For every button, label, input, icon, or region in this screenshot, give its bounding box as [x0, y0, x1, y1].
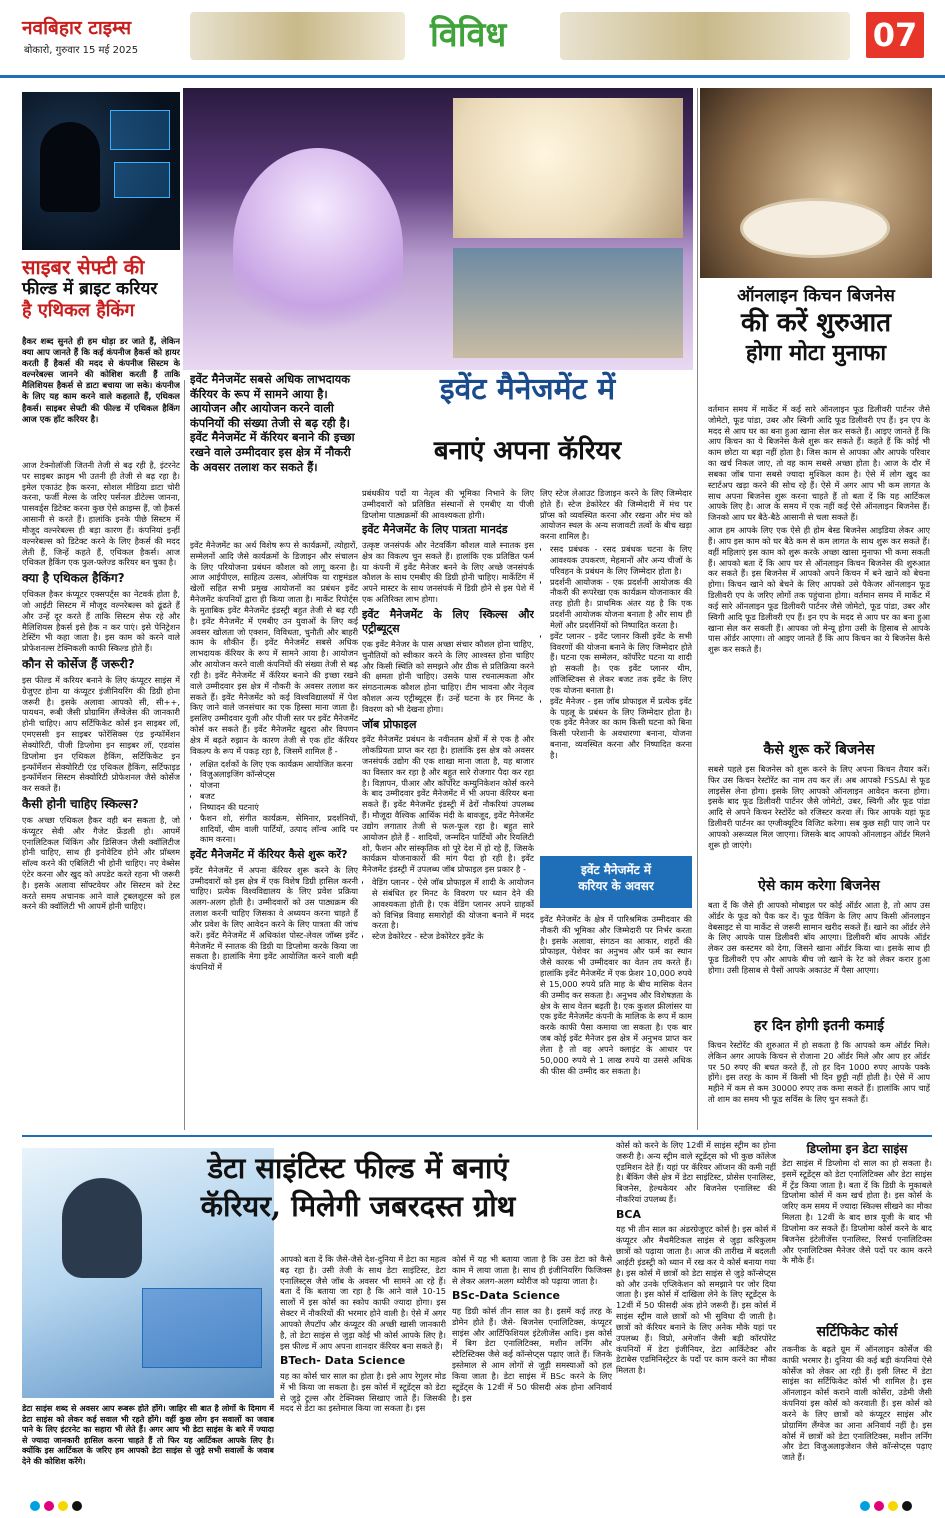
event-paragraph: एक इवेंट मैनेजर के पास अच्छा संचार कौशल होना चाहिए, चुनौतियों को स्वीकार करने के लिए आश्वस्त होना चाहिए और किसी स्थिति को समझने और ठीक से प्रतिक्रिया करने की क्षमता होनी चाहिए। उसके पास रचनात्मकता और संगठनात्मक कौशल होना चाहिए। टीम भावना और नेतृत्व कौशल अन्य एट्रीब्यूट्स हैं। उन्हें घटना के हर मिनट के विवरण को भी देखना होगा। [362, 639, 534, 714]
event-headline-line-2: बनाएं अपना कॅरियर [433, 436, 622, 466]
event-intro: इवेंट मैनेजमेंट सबसे अधिक लाभदायक कॅरियर के रूप में सामने आया है। आयोजन और आयोजन करने वाली कंपनियों की संख्या तेजी से बढ़ रही है। इवेंट मैनेजमेंट में कॅरियर बनाने की इच्छा रखने वाले उम्मीदवार इस क्षेत्र में नौकरी के अवसर तलाश कर सकते हैं। [190, 372, 355, 474]
column-divider [697, 88, 698, 1130]
black-dot-icon [72, 1501, 82, 1511]
ds-subhead-bca: BCA [616, 1207, 641, 1221]
event-paragraph: उत्कृष्ट जनसंपर्क और नेटवर्किंग कौशल वाले स्नातक इस क्षेत्र का विकल्प चुन सकते हैं। हालांकि एक प्रतिष्ठित फर्म या कंपनी में इवेंट मैनेजर बनने के लिए अच्छे जनसंपर्क कौशल के साथ एमबीए की डिग्री होनी चाहिए। मार्केटिंग में अपने मास्टर के साथ जनसंपर्क में डिग्री होने से इस पेशे में एक अतिरिक्त लाभ होगा। [362, 540, 534, 605]
cyber-body [22, 460, 180, 1120]
kitchen-headline-line-3: होगा मोटा मुनाफा [745, 339, 887, 366]
event-box-text: इवेंट मैनेजमेंट के क्षेत्र में पारिश्रमिक उम्मीदवार की नौकरी की भूमिका और जिम्मेदारी पर निर्भर करता है। इसके अलावा, संगठन का आकार, शहरों की प्रोफाइल, पेशेवर का अनुभव और फर्म का स्थान जैसे कारक भी उम्मीदवार का वेतन तय करते हैं। हालांकि इवेंट मैनेजमेंट में एक फ्रेशर 10,000 रुपये से 15,000 रुपये प्रति माह के बीच मासिक वेतन की उम्मीद कर सकता है। अनुभव और विशेषज्ञता के क्षेत्र के साथ वेतन बढ़ती है। एक कुशल फ्रीलांसर या एक इवेंट मैनेजमेंट कंपनी के मालिक के रूप में काम करके काफी पैसा कमाया जा सकता है। एक बार जब कोई इवेंट मैनेजर इस क्षेत्र में अनुभव प्राप्त कर लेता है तो वह अपने क्लाइंट के आधार पर 50,000 रुपये से 1 लाख रुपये या उससे अधिक की फीस की उम्मीद कर सकता है। [540, 914, 692, 1076]
event-box-title-line-1: इवेंट मैनेजमेंट में [580, 863, 652, 877]
masthead-decoration-left [190, 12, 405, 60]
dateline: बोकारो, गुरुवार 15 मई 2025 [24, 45, 139, 56]
black-dot-icon [902, 1501, 912, 1511]
ds-paragraph: आपको बता दें कि जैसे-जैसे देश-दुनिया में डेटा का महत्व बढ़ रहा है। उसी तेजी के साथ डेटा साइंटिस्ट, डेटा एनालिस्ट्स जैसे जॉब के अवसर भी सामने आ रहे हैं। बता दें कि बताया जा रहा है कि आने वाले 10-15 सालों में इस कोर्स का स्कोप काफी ज्यादा होगा। इस सेक्टर में नौकरियों की भरमार होने वाली है। ऐसे में अगर आपको लैपटॉप और कंप्यूटर की अच्छी खासी जानकारी है, तो डेटा साइंस से जुड़ा कोई भी कोर्स आपके लिए है। इस फील्ड में आप अपना शानदार कॅरियर बना सकते हैं। [280, 1254, 446, 1351]
canopy-graphic [233, 148, 403, 348]
list-item: • बजट [200, 791, 358, 802]
list-item: • स्टेज डेकोरेटर - स्टेज डेकोरेटर इवेंट के [372, 931, 534, 942]
list-item: • इवेंट मैनेजर - इस जॉब प्रोफाइल में प्रत्येक इवेंट के पहलू के प्रबंधन के लिए जिम्मेदार होता है। एक इवेंट मैनेजर का काम किसी घटना को बिना किसी परेशानी के अवधारणा बनाना, योजना बनाना, व्यवस्थित करना और निष्पादित करना है। [550, 696, 692, 761]
ds-paragraph: यह डिग्री कोर्स तीन साल का है। इसमें कई तरह के डोमेन होते हैं। जैसे- बिजनेस एनालिटिक्स, कंप्यूटर साइंस और आर्टिफिशियल इंटेलीजेंस आदि। इस कोर्स में बिग डेटा एनालिटिक्स, मशीन लर्निंग और स्टैटिस्टिक्स जैसे कई कॉन्सेप्ट्स पढ़ाए जाते हैं। जिनके इस्तेमाल से आम लोगों से जुड़ी समस्याओं को हल किया जाता है। डेटा साइंस में BSc करने के लिए स्टूडेंट्स के 12वीं में 50 फीसदी अंक होना अनिवार्य है। इस [452, 1306, 612, 1403]
event-column-2 [362, 488, 534, 1125]
ds-subhead-certificate: सर्टिफिकेट कोर्स [816, 1324, 898, 1340]
ds-paragraph: यह भी तीन साल का अंडरग्रेजुएट कोर्स है। इस कोर्स में कंप्यूटर और मैथमैटिकल साइंस से जुड़ा करिकुलम छात्रों को पढ़ाया जाता है। आज की तारीख में बदलती आईटी इंडस्ट्री को ध्यान में रख कर ये कोर्स बनाया गया है। इस कोर्स में छात्रों को डेटा साइंस से जुड़े कॉन्सेप्ट्स को और उनके एप्लिकेशन को समझाने पर जोर दिया जाता है। इस कोर्स में दाखिला लेने के लिए स्टूडेंट्स के 12वीं में 50 फीसदी अंक होने जरूरी हैं। इस कोर्स में साइंस स्ट्रीम वाले छात्रों को भी सुविधा दी जाती है। छात्रों को कॅरियर बनाने के लिए अनेक मौके यहां पर उपलब्ध हैं। विप्रो, अमेजॉन जैसी बड़ी कॉरपोरेट कंपनियों में डेटा इंजीनियर, डेटा आर्किटेक्ट और डेटाबेस एडमिनिस्ट्रेटर के पदों पर काम करने का मौका मिलता है। [616, 1224, 776, 1376]
kitchen-headline-line-1: ऑनलाइन किचन बिजनेस [737, 286, 895, 306]
data-science-headline-line-2: कॅरियर, मिलेगी जबरदस्त ग्रोथ [200, 1188, 516, 1223]
page-number-badge: 07 [866, 12, 924, 58]
masthead-decoration-right [560, 12, 850, 60]
data-science-column-1 [280, 1254, 446, 1486]
event-paragraph: प्रबंधकीय पदों या नेतृत्व की भूमिका निभाने के लिए उम्मीदवारों को प्रतिष्ठित संस्थानों से एमबीए या पीजी डिप्लोमा पाठ्यक्रमों की आवश्यकता होगी। [362, 488, 534, 520]
hooded-figure-icon [40, 122, 100, 212]
event-paragraph: इवेंट मैनेजमेंट प्रबंधन के नवीनतम क्षेत्रों में से एक है और लोकप्रियता प्राप्त कर रहा है। हालांकि इस क्षेत्र को अवसर जनसंपर्क उद्योग की एक शाखा माना जाता है, यह बाजार का विस्तार कर रहा है और बहुत सारे रोजगार पैदा कर रहा है। विज्ञापन, पीआर और कॉर्पोरेट कम्युनिकेशन कोर्स करने के बाद उम्मीदवार इवेंट मैनेजमेंट में भी अपना कॅरियर बना सकते हैं। इवेंट मैनेजमेंट इंडस्ट्री में ढेरों नौकरियां उपलब्ध हैं। मौजूदा वैश्विक आर्थिक मंदी के बावजूद, इवेंट मैनेजमेंट उद्योग लगातार तेजी से फल-फूल रहा है। बहुत सारे आयोजन होते हैं - शादियों, जन्मदिन पार्टियों और रियलिटी शो, फैशन और सांस्कृतिक शो पूरे देश में हो रहे हैं, जिसके कार्यक्रम योजनाकारों की मांग पैदा हो रही है। इवेंट मैनेजमेंट इंडस्ट्री में उपलब्ध जॉब प्रोफाइल इस प्रकार है - [362, 734, 534, 875]
event-headline-line-1: इवेंट मैनेजमेंट में [439, 372, 616, 407]
data-science-headline [108, 1150, 608, 1225]
list-item: • फैशन शो, संगीत कार्यक्रम, सेमिनार, प्रदर्शनियों, शादियों, थीम वाली पार्टियों, उत्पाद लॉन्च आदि पर काम करना। [200, 813, 358, 845]
cyber-subhead-courses: कौन से कोर्सेज हैं जरूरी? [22, 657, 135, 672]
ds-subhead-diploma: डिप्लोमा इन डेटा साइंस [806, 1142, 908, 1156]
newspaper-brand: नवबिहार टाइम्स [22, 17, 132, 39]
cyber-paragraph: आज टेक्नोलॉजी जितनी तेजी से बढ़ रही है, इंटरनेट पर साइबर क्राइम भी उतनी ही तेजी से बढ़ रहा है। इमेल एकाउंट हैक करना, सोशल मीडिया डाटा चोरी करना, फर्जी मेल्स के जरिए पर्सनल डीटेल्स जानना, पासवर्ड्स डिटेक्ट करना कुछ ऐसे क्राइम्स हैं, जो हैकर्स आसानी से करते हैं। हालांकि इनके पीछे सिस्टम में मौजूद वल्नरेबल्स ही बड़ा कारण हैं। कंपनियां इन्हीं वल्नरेबल्स को डिटेक्ट करने के लिए हैकर्स की मदद लेती हैं, जिन्हें कहते हैं, एथिकल हैकर्स। आज एथिकल हैकिंग एक फुल-फ्लेज्ड करियर बन चुका है। [22, 460, 180, 568]
section-divider [22, 1135, 932, 1137]
cyber-subhead-what: क्या है एथिकल हैकिंग? [22, 571, 125, 586]
magenta-dot-icon [44, 1501, 54, 1511]
ds-paragraph: कोर्स को करने के लिए 12वीं में साइंस स्ट्रीम का होना जरूरी है। अन्य स्ट्रीम वाले स्टूडेंट्स को भी कुछ कॉलेज एडमिशन देते हैं। यहां पर कॅरियर ऑप्शन की कमी नहीं है। बैंकिंग जैसे क्षेत्र में डेटा साइंटिस्ट, प्रोसेस एनालिस्ट, बिजनेस, हेल्थकेयर और बिजनेस एनालिस्ट की नौकरियां उपलब्ध हैं। [616, 1140, 776, 1205]
kitchen-paragraph: वर्तमान समय में मार्केट में कई सारे ऑनलाइन फूड डिलीवरी पार्टनर जैसे जोमेटो, फूड पांडा, उबर और स्विगी आदि फूड डिलीवरी एप हैं। इन एप के मदद से आप घर का बना हुआ खाना सेल कर सकते हैं। आइए जानते हैं कि आप किचन का ये बिजनेस कैसे शुरू कर सकते हैं। कहते हैं कि कोई भी काम छोटा या बड़ा नहीं होता है। जिस काम से आपका और आपके परिवार का खर्च निकल जाए, तो वह काम सबसे अच्छा होता है। आज के दौर में सबका जॉब पाना सबसे ज्यादा मुश्किल काम है। ऐसे में लोग खुद का स्टार्टअप खड़ा करने की सोच रहे हैं। ऐसे में अगर आप भी कम लागत के साथ अपना बिजनेस शुरू करना चाहते हैं तो बता दें कि यह आर्टिकल आपके लिए है। आज के समय में एक नहीं कई ऐसे ऑनलाइन बिजनेस हैं। जिनको आप घर बैठे-बैठे आसानी से चला सकते हैं। [708, 404, 930, 523]
cyber-paragraph: इस फील्ड में करियर बनाने के लिए कंप्यूटर साइंस में ग्रेजुएट होना या कंप्यूटर इंजीनियरिंग की डिग्री होना जरूरी है। इसके अलावा आपको सी, सी++, पायथन, रूबी जैसी प्रोग्रामिंग लैंग्वेजेस की जानकारी होनी चाहिए। आप सर्टिफिकेट कोर्स इन साइबर लॉ, एमएससी इन साइबर फोरेंसिक्स एंड इन्फॉर्मेशन सेक्योरिटी, पीजी डिप्लोमा इन साइबर लॉ, एडवांस डिप्लोमा इन एथिकल हैकिंग, सर्टिफिकेट इन इन्फॉर्मेशन सेक्योरिटी एंड एथिकल हैकिंग, सर्टिफाइड इन्फॉर्मेशन सिस्टम सेक्योरिटी प्रोफेशनल जैसे कोर्सेज कर सकते हैं। [22, 674, 180, 794]
kitchen-paragraph: किचन रेस्टोरेंट की शुरुआत में हो सकता है कि आपको कम ऑर्डर मिले। लेकिन अगर आपके किचन से रोजाना 20 ऑर्डर मिले और आप हर ऑर्डर पर 50 रुपए की बचत करते हैं, तो हर दिन 1000 रुपए आपके पक्के होंगे। इस तरह के काम में किसी भी दिन छुट्टी नहीं होती है। ऐसे में आप महीने में कम से कम 30000 रुपए तक कमा सकते हैं। हालांकि आप चाहें तो शाम का समय भी फूड सर्विस के लिए चुन सकते हैं। [708, 1040, 930, 1105]
event-list-3 [550, 544, 692, 761]
cyber-headline-line-1: साइबर सेफ्टी की [22, 255, 145, 279]
column-divider [184, 380, 185, 1130]
ds-paragraph: कोर्स में यह भी बताया जाता है कि उस डेटा को कैसे काम में लाया जाता है। साथ ही इंजीनियरिंग फिजिक्स से लेकर अलग-अलग थ्योरीज को पढ़ाया जाता है। [452, 1254, 612, 1286]
ds-subhead-bsc: BSc-Data Science [452, 1289, 560, 1303]
magenta-dot-icon [874, 1501, 884, 1511]
event-subhead-start: इवेंट मैनेजमेंट में कॅरियर कैसे शुरू करें? [190, 848, 348, 862]
kitchen-paragraph: सबसे पहले इस बिजनेस को शुरू करने के लिए अपना किचन तैयार करें। फिर उस किचन रेस्टोरेंट का नाम तय कर लें। अब आपको FSSAI से फूड लाइसेंस लेना होगा। इसके लिए आपको ऑनलाइन आवेदन करना होगा। इसके बाद फूड डिलीवरी पार्टनर जैसे जोमेटो, उबर, स्विगी और फूड पांडा आदि से अपने किचन रेस्टोरेंट को रजिस्टर करवा लें। फिर आपके यहां फूड डिलीवरी पार्टनर का एग्जीक्यूटिव विजिट करेगा। सब कुछ सही पाए जाने पर आपको अरूव्यल मिल जाएगा। जिसके बाद आपको ऑनलाइन ऑर्डर मिलने शुरू हो जाएंगे। [708, 764, 930, 850]
list-item: • प्रदर्शनी आयोजक - एक प्रदर्शनी आयोजक की नौकरी की रूपरेखा एक कार्यक्रम योजनाकार की तरह होती है। प्राथमिक अंतर यह है कि एक प्रदर्शनी आयोजक योजना बनाता है और साथ ही मेलों और प्रदर्शनियों को निष्पादित करता है। [550, 577, 692, 631]
data-science-column-2 [452, 1254, 612, 1486]
plate-graphic [740, 198, 890, 258]
event-box-title-line-2: करियर के अवसर [578, 879, 654, 894]
list-item: • रसद प्रबंधक - रसद प्रबंधक घटना के लिए आवश्यक उपकरण, मेहमानों और अन्य चीजों के परिवहन के प्रबंधन के लिए जिम्मेदार होता है। [550, 544, 692, 576]
data-science-caption: डेटा साइंस शब्द से अवसर आप रूबरू होते होंगे। जाहिर सी बात है लोगों के दिमाग में डेटा साइंस को लेकर कई सवाल भी रहते होंगे। वहीं कुछ लोग इन सवालों का जवाब पाने के लिए इंटरनेट का सहारा भी लेते हैं। अगर आप भी डेटा साइंस के बारे में ज्यादा से ज्यादा जानकारी हासिल करना चाहते हैं तो फिर यह आर्टिकल आपके लिए है। क्योंकि इस आर्टिकल के जरिए हम आपको डेटा साइंस से जुड़े सभी सवालों के जवाब देने की कोशिश करेंगे। [22, 1404, 274, 1466]
list-item: • विजुअलाइजिंग कॉन्सेप्ट्स [200, 769, 358, 780]
list-item: • योजना [200, 780, 358, 791]
data-science-headline-line-1: डेटा साइंटिस्ट फील्ड में बनाएं [207, 1151, 509, 1185]
masthead [0, 0, 945, 78]
beach-setting-graphic [453, 248, 683, 358]
cyan-dot-icon [860, 1501, 870, 1511]
kitchen-photo [700, 88, 932, 278]
kitchen-body-1 [708, 404, 930, 734]
cyber-headline-line-3: है एथिकल हैकिंग [22, 300, 135, 322]
kitchen-subhead-work: ऐसे काम करेगा बिजनेस [758, 878, 880, 894]
event-decoration-photo [183, 88, 693, 370]
event-subhead-skills: इवेंट मैनेजमेंट के लिए स्किल्स और एट्रीब्यूट्स [362, 607, 534, 636]
yellow-dot-icon [888, 1501, 898, 1511]
event-list-2 [372, 877, 534, 942]
lantern-graphic [453, 98, 683, 238]
cyber-paragraph: एथिकल हैकर कंप्यूटर एक्सपर्ट्स का नेटवर्क होता है, जो आईटी सिस्टम में मौजूद वल्नरेबल्स को ढूंढते हैं और उन्हें दूर करते हैं ताकि सिस्टम सेफ रहे और मैलिशियस हैकर्स इसे हैक न कर पाएं। इसे पेनिट्रेशन टेस्टिंग भी कहा जाता है। इस काम को करने वाले प्रोफेशनल्स टेक्निकली काफी स्किल्ड होते हैं। [22, 589, 180, 654]
cyber-headline-line-2: फील्ड में ब्राइट करियर [22, 279, 158, 300]
screen-graphic [110, 110, 170, 150]
kitchen-subhead-start: कैसे शुरू करें बिजनेस [763, 742, 875, 758]
ds-paragraph: तकनीक के बढ़ते ग्रूम में ऑनलाइन कोर्सेज की काफी भरमार है। दुनिया की कई बड़ी कंपनियां ऐसे कोर्सेज को लेकर आ रही हैं। इसी लिस्ट में डेटा साइंस का सर्टिफिकेट कोर्स भी शामिल है। इस ऑनलाइन कोर्स कराने वाली कोर्सेरा, उडेमी जैसी कंपनियां इस कोर्स को करवाती हैं। इस कोर्स को करने के लिए छात्रों को कंप्यूटर साइंस और प्रोग्रामिंग लैंग्वेज का आना अनिवार्य नहीं है। इस कोर्स में छात्रों को डेटा एनालिटिक्स, मशीन लर्निंग और डेटा विजुअलाइजेशन जैसे कॉन्सेप्ट्स पढ़ाए जाते हैं। [782, 1344, 932, 1463]
yellow-dot-icon [58, 1501, 68, 1511]
list-item: • इवेंट प्लानर - इवेंट प्लानर किसी इवेंट के सभी विवरणों की योजना बनाने के लिए जिम्मेदार होते हैं। घटना एक सम्मेलन, कॉर्पोरेट घटना या शादी हो सकती है। एक इवेंट प्लानर थीम, लॉजिस्टिक्स से लेकर बजट तक इवेंट के लिए एक योजना बनाता है। [550, 631, 692, 696]
cyber-intro: हैकर शब्द सुनते ही हम थोड़ा डर जाते हैं, लेकिन क्या आप जानते हैं कि कई कंपनीज हैकर्स को हायर करती हैं हैकर्स की मदद से कंपनीज सिस्टम के वल्नरेबल्स जानने की कोशिश करती हैं ताकि मैलिशियस हैकर्स से डाटा बचाया जा सके। कंपनीज के लिए यह काम करने वाले कहलाते हैं, एथिकल हैकर्स। साइबर सेफ्टी की फील्ड में एथिकल हैकिंग आज एक हॉट करियर है। [22, 336, 180, 424]
hacker-photo [22, 92, 180, 250]
event-box-title [540, 856, 692, 908]
event-subhead-eligibility: इवेंट मैनेजमेंट के लिए पात्रता मानदंड [362, 523, 508, 537]
cyber-paragraph: एक अच्छा एथिकल हैकर वही बन सकता है, जो कंप्यूटर सेवी और गैजेट फ्रेंडली हो। आपमें एनालिटिकल थिंकिंग और डिसिजन जैसी क्वॉलिटीज होनी चाहिए, साथ ही इनोवेटिव होने और प्रॉब्लम सॉल्व करने की एबिलिटी भी होनी चाहिए। नए वेब्सेस एंटेर करना और खुद को अपडेट करते रहना भी जरूरी है। इसके अलावा सॉफ्टवेयर और सिस्टम को टेस्ट करते समय अचानक आने वाले ट्रबलशूटस को हल करने की क्वॉलिटी भी आपमें होनी चाहिए। [22, 814, 180, 912]
kitchen-paragraph: बता दें कि जैसे ही आपको मोबाइल पर कोई ऑर्डर आता है, तो आप उस ऑर्डर के फूड को पैक कर दें। फूड पैकिंग के लिए आप किसी ऑनलाइन वेबसाइट से या मार्केट से जरूरी सामान खरीद सकते हैं। खाने का ऑर्डर लेने के लिए आपके पास डिलीवरी बॉय आएगा। डिलीवरी बॉय आपके ऑर्डर लेकर उस कस्टमर को देगा, जिसने खाना ऑर्डर किया था। इसके साथ ही फूड डिलीवरी एप और आपके बीच जो खाने के रेट को लेकर करार हुआ होगा। उसी हिसाब से पैसों आपके अकाउंट में पैसा आएगा। [708, 900, 930, 975]
screen-graphic [114, 162, 170, 198]
list-item: • वेडिंग प्लानर - ऐसे जॉब प्रोफाइल में शादी के आयोजन से संबंधित हर मिनट के विवरण पर ध्यान देने की आवश्यकता होती है। एक वेडिंग प्लानर अपने ग्राहकों को विभिन्न विवाह समारोहों की योजना बनाने में मदद करता है। [372, 877, 534, 931]
ds-paragraph: यह का कोर्स चार साल का होता है। इसे आप रेगुलर मोड में भी किया जा सकता है। इस कोर्स में स्टूडेंट्स को डेटा से जुड़े टूल्स और टेक्निक्स सिखाए जाते हैं। जिसकी मदद से डेटा का इस्तेमाल किया जा सकता है। इस [280, 1370, 446, 1414]
event-paragraph: लिए स्टेज लेआउट डिजाइन करने के लिए जिम्मेदार होते हैं। स्टेज डेकोरेटर की जिम्मेदारी में मंच पर प्रॉप्स को व्यवस्थित करना और रखना और मंच को आयोजन स्थल के अन्य सजावटी तत्वों के बीच खड़ा करना शामिल है। [540, 488, 692, 542]
event-paragraph: इवेंट मैनेजमेंट में अपना कॅरियर शुरू करने के लिए उम्मीदवारों को इस क्षेत्र में एक विशेष डिग्री हासिल करनी चाहिए। प्रत्येक विश्वविद्यालय के लिए प्रवेश प्रक्रिया अलग-अलग होती है। उम्मीदवारों को उस पाठ्यक्रम की तलाश करनी चाहिए जिसका वे अध्ययन करना चाहते हैं और प्रवेश के लिए आवेदन करने के लिए पात्रता की जांच करें। इवेंट मैनेजमेंट में अधिकांश पोस्ट-लेवल जॉब्स इवेंट मैनेजमेंट में स्नातक की डिग्री या डिप्लोमा करके किया जा सकता है। हालांकि मेगा इवेंट आयोजित करने वाली बड़ी कंपनियों में [190, 864, 358, 973]
event-headline [365, 372, 690, 408]
ds-subhead-btech: BTech- Data Science [280, 1354, 406, 1368]
kitchen-paragraph: आज हम आपके लिए एक ऐसे ही होम बेस्ड बिजनेस आइडिया लेकर आए हैं। आप इस काम को घर बैठे कम से कम लागत के साथ शुरू कर सकते हैं। वहीं महिलाएं इस काम को शुरू करके अच्छा खासा मुनाफा भी कमा सकती हैं। आपको बता दें कि आप घर से ऑनलाइन किचन बिजनेस की शुरुआत कर सकते हैं। इस बिजनेस में आपको अपने किचन में बने खाने को बेचना होगा। किचन खाने को बेचने के लिए आपको उसे पैकेजर ऑनलाइन फूड डिलीवरी एप के जरिए लोगों तक पहुंचाना होगा। वर्तमान समय में मार्केट में कई सारे ऑनलाइन फूड डिलीवरी पार्टनर जैसे जोमेटो, फूड पांडा, उबर और स्विगी आदि फूड डिलीवरी एप हैं। इन एप के मदद से आप घर का बना हुआ खाना सेल कर सकती हैं। आपका जो मेन्यू होगा उसी के हिसाब से आपके पास ऑर्डर आएगा। तो आइए जानते हैं कि आप किचन का ये बिजनेस कैसे शुरू कर सकते हैं। [708, 525, 930, 655]
data-science-column-3 [616, 1140, 776, 1486]
event-subhead-profile: जॉब प्रोफाइल [362, 717, 417, 731]
kitchen-headline-line-2: की करें शुरुआत [740, 308, 892, 339]
registration-marks-right [860, 1496, 916, 1506]
section-title: विविध [430, 15, 507, 55]
event-column-1 [190, 540, 358, 1125]
kitchen-headline [700, 286, 932, 367]
registration-marks-left [30, 1496, 86, 1506]
event-column-3 [540, 488, 692, 840]
ds-paragraph: डेटा साइंस में डिप्लोमा दो साल का हो सकता है। इसमें स्टूडेंट्स को डेटा एनालिटिक्स और डेटा साइंस में ट्रेंड किया जाता है। बता दें कि डिग्री के मुकाबले डिप्लोमा कोर्स में कम खर्च होता है। इस कोर्स के जरिए कम समय में ज्यादा स्किल्स सीखने का मौका मिलता है। 12वीं के बाद छात्र यूजी के बाद भी डिप्लोमा कर सकते हैं। डिप्लोमा कोर्स करने के बाद बिजनेस इंटेलीजेंस एनालिस्ट, रिसर्च एनालिटिक्स और एनालिटिक्स मैनेजर जैसे पदों पर काम करने के मौके हैं। [782, 1158, 932, 1266]
cyber-headline [22, 255, 180, 322]
holographic-screen-graphic [142, 1288, 262, 1368]
kitchen-subhead-earn: हर दिन होगी इतनी कमाई [754, 1018, 884, 1034]
event-list-1 [200, 759, 358, 846]
event-paragraph: इवेंट मैनेजमेंट का अर्थ विशेष रूप से कार्यक्रमों, त्योहारों, सम्मेलनों आदि जैसे कार्यक्रमों के डिजाइन और संचालन के लिए परियोजना प्रबंधन कौशल को लागू करना है। आज आईपीएल, साहित्य उत्सव, ओलंपिक या राष्ट्रमंडल खेलों सहित सभी प्रमुख आयोजनों का प्रबंधन इवेंट मैनेजमेंट कंपनियों द्वारा ही किया जाता है। मार्केट रिपोर्ट्स के मुताबिक इवेंट मैनेजमेंट इंडस्ट्री बहुत तेजी से बढ़ रही है। इवेंट मैनेजमेंट में एमबीए उन युवाओं के लिए कई अवसर खोलता जो एक्शन, विविधता, चुनौती और बाहरी काम के शौकीन हैं। इवेंट मैनेजमेंट सबसे अधिक लाभदायक कॅरियर के रूप में सामने आया है। आयोजन और आयोजन करने वाली कंपनियों की संख्या तेजी से बढ़ रही है। इवेंट मैनेजमेंट में कॅरियर बनाने की इच्छा रखने वाले उम्मीदवार इस क्षेत्र में नौकरी के अवसर तलाश कर सकते हैं। इवेंट मैनेजमेंट को कई विश्वविद्यालयों में पेश किए जाने वाले जनसंचार का एक हिस्सा माना जाता है। इसलिए उम्मीदवार यूजी और पीजी स्तर पर इवेंट मैनेजमेंट कोर्स कर सकते हैं। इवेंट मैनेजमेंट खुदरा और विपणन क्षेत्र में बढ़ते रुझान के कारण तेजी से एक हॉट कॅरियर विकल्प के रूप में पकड़ रहा है, जिसमें शामिल हैं - [190, 540, 358, 756]
cyan-dot-icon [30, 1501, 40, 1511]
cyber-subhead-skills: कैसी होनी चाहिए स्किल्स? [22, 797, 139, 812]
list-item: • लक्षित दर्शकों के लिए एक कार्यक्रम आयोजित करना [200, 759, 358, 770]
list-item: • निष्पादन की घटनाएं [200, 802, 358, 813]
